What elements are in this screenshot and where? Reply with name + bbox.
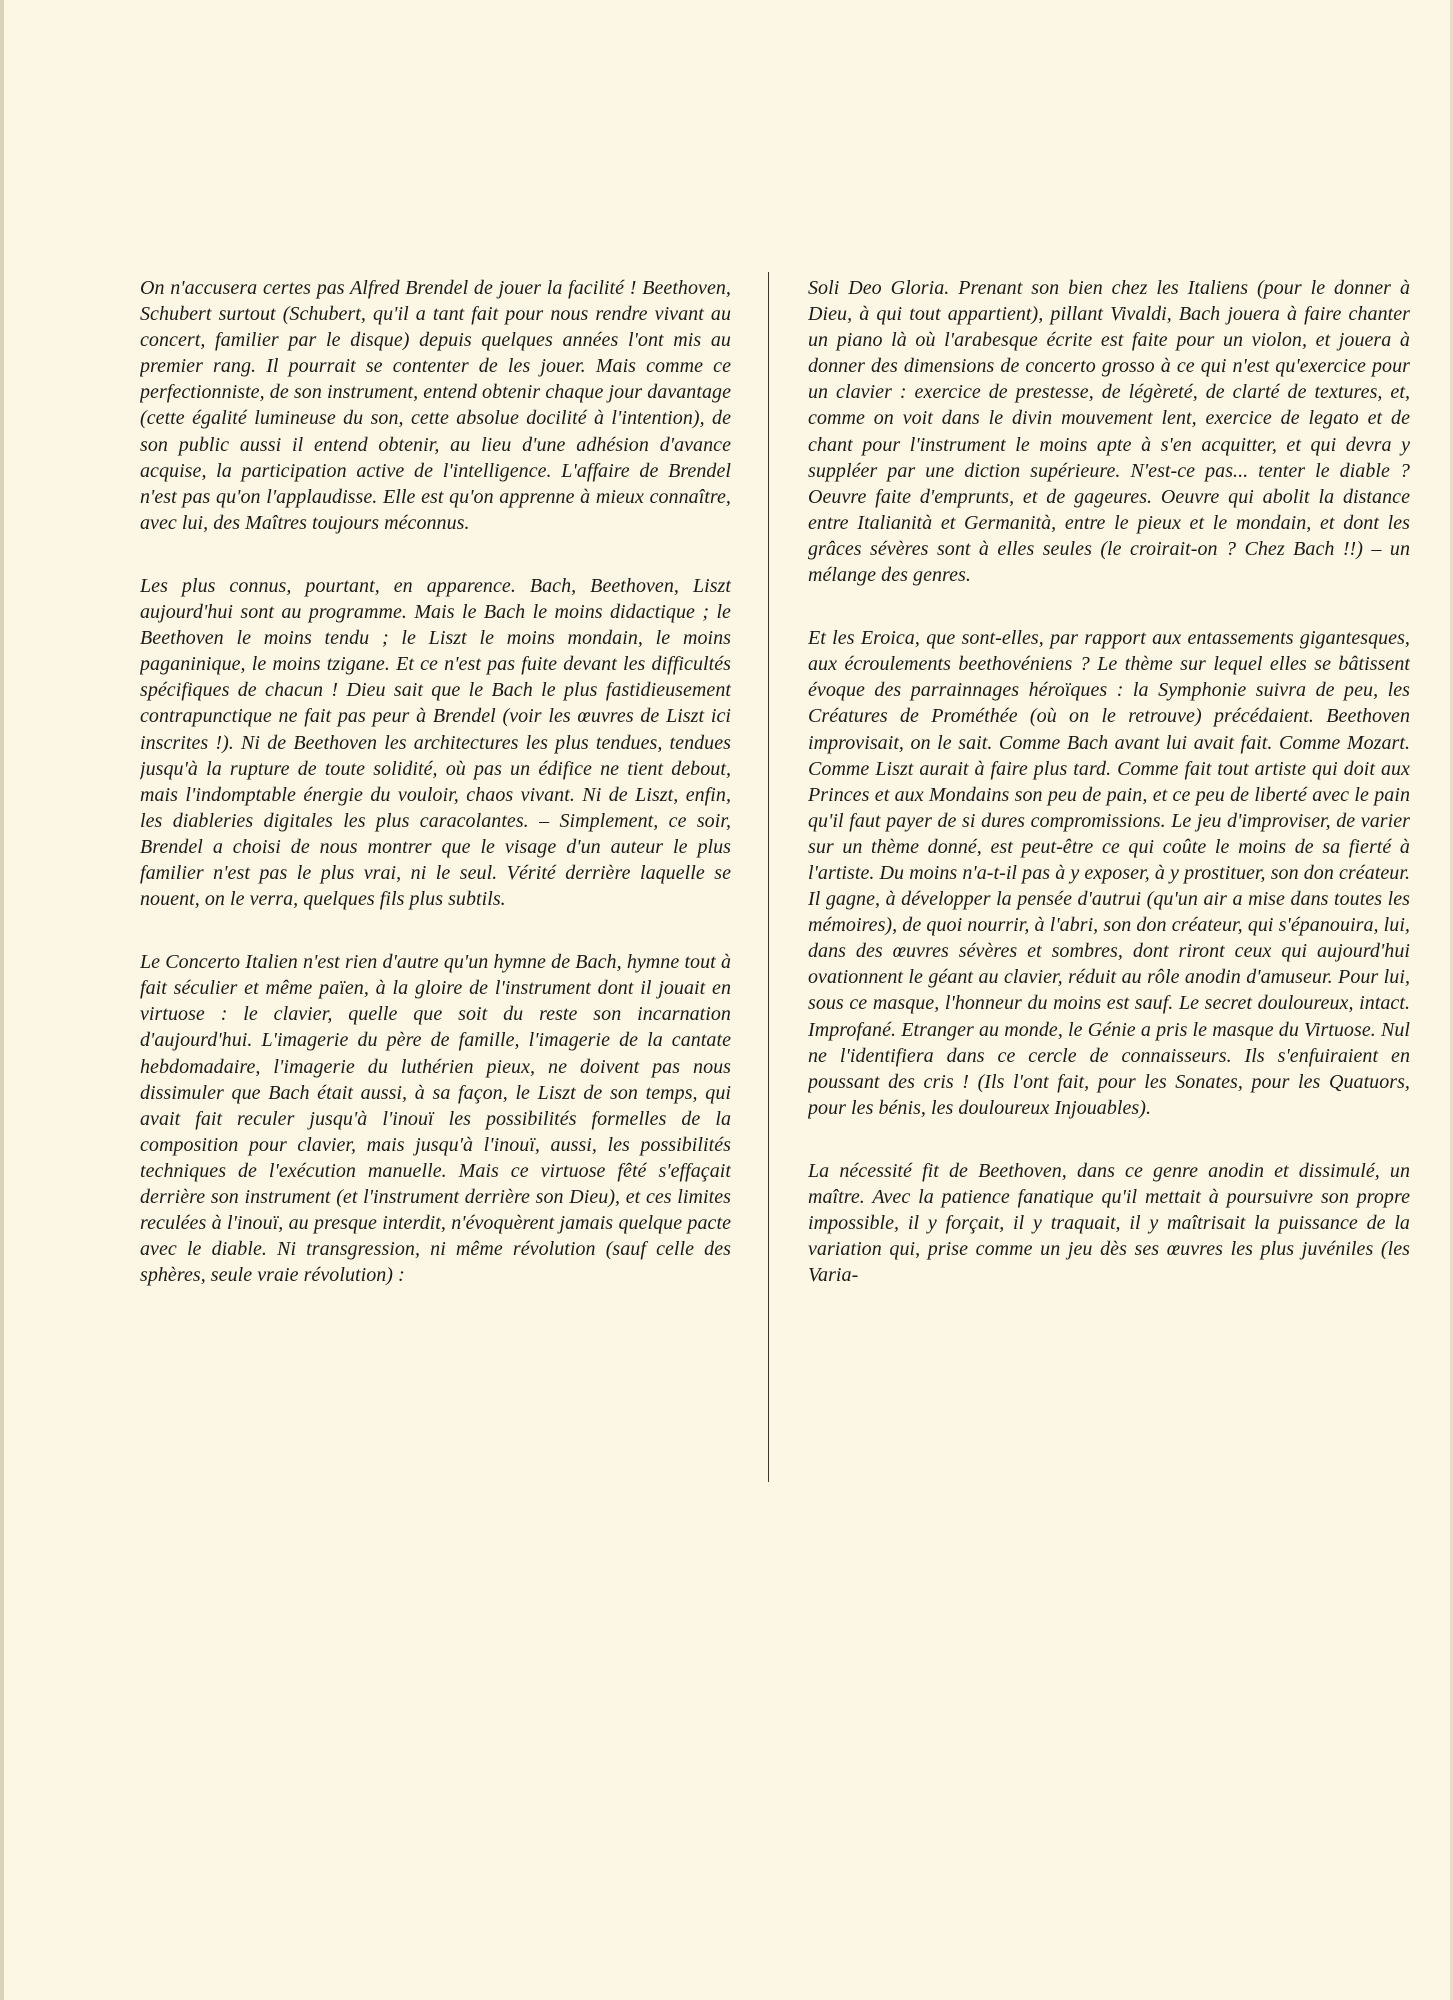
right-column <box>808 275 1410 1695</box>
left-column <box>140 275 731 1695</box>
paragraph-variation: La nécessité fit de Beethoven, dans ce genre anodin et dissimulé, un maître. Avec la patience fanatique qu'il mettait à poursuivre son propre impossible, il y forçait, il y traquait, il y maîtrisait la puissance de la variation qui, prise comme un jeu dès ses œuvres les plus juvéniles (les Varia- <box>808 1159 1410 1287</box>
paragraph-brendel-intro: On n'accusera certes pas Alfred Brendel de jouer la facilité ! Beethoven, Schubert surtout (Schubert, qu'il a tant fait pour nous rendre vivant au concert, familier par le disque) depuis quelques années l'ont mis au premier rang. Il pourrait se contenter de les jouer. Mais comme ce perfectionniste, de son instrument, entend obtenir chaque jour davantage (cette égalité lumineuse du son, cette absolue docilité à l'intention), de son public aussi il entend obtenir, au lieu d'une adhésion d'avance acquise, la participation active de l'intelligence. L'affaire de Brendel n'est pas qu'on l'applaudisse. Elle est qu'on apprenne à mieux connaître, avec lui, des Maîtres toujours méconnus. <box>140 277 731 534</box>
paragraph-soli-deo-gloria: Soli Deo Gloria. Prenant son bien chez les Italiens (pour le donner à Dieu, à qui tout appartient), pillant Vivaldi, Bach jouera à faire chanter un piano là où l'arabesque écrite est faite pour un violon, et jouera à donner des dimensions de concerto grosso à ce qui n'est qu'exercice pour un clavier : exercice de prestesse, de légèreté, de clarté de textures, et, comme on voit dans le divin mouvement lent, exercice de legato et de chant pour l'instrument le moins apte à s'en acquitter, et qui devra y suppléer par une diction supérieure. N'est-ce pas... tenter le diable ? Oeuvre faite d'emprunts, et de gageures. Oeuvre qui abolit la distance entre Italianità et Germanità, entre le pieux et le mondain, et dont les grâces sévères sont à elles seules (le croirait-on ? Chez Bach !!) – un mélange des genres. <box>808 277 1410 587</box>
paragraph-concerto-italien: Le Concerto Italien n'est rien d'autre qu'un hymne de Bach, hymne tout à fait séculier et même païen, à la gloire de l'instrument dont il jouait en virtuose : le clavier, quelle que soit du reste son incarnation d'aujourd'hui. L'imagerie du père de famille, l'imagerie de la cantate hebdomadaire, l'imagerie du luthérien pieux, ne doivent pas nous dissimuler que Bach était aussi, à sa façon, le Liszt de son temps, qui avait fait reculer jusqu'à l'inouï les possibilités formelles de la composition pour clavier, mais jusqu'à l'inouï, aussi, les possibilités techniques de l'exécution manuelle. Mais ce virtuose fêté s'effaçait derrière son instrument (et l'instrument derrière son Dieu), et ces limites reculées à l'inouï, au presque interdit, n'évoquèrent jamais quelque pacte avec le diable. Ni transgression, ni même révolution (sauf celle des sphères, seule vraie révolution) : <box>140 951 731 1287</box>
paragraph-program: Les plus connus, pourtant, en apparence. Bach, Beethoven, Liszt aujourd'hui sont au programme. Mais le Bach le moins didactique ; le Beethoven le moins tendu ; le Liszt le moins mondain, le moins paganinique, le moins tzigane. Et ce n'est pas fuite devant les difficultés spécifiques de chacun ! Dieu sait que le Bach le plus fastidieusement contrapunctique ne fait pas peur à Brendel (voir les œuvres de Liszt ici inscrites !). Ni de Beethoven les architectures les plus tendues, tendues jusqu'à la rupture de toute solidité, où pas un édifice ne tient debout, mais l'indomptable énergie du vouloir, chaos vivant. Ni de Liszt, enfin, les diableries digitales les plus caracolantes. – Simplement, ce soir, Brendel a choisi de nous montrer que le visage d'un auteur le plus familier n'est pas le plus vrai, ni le seul. Vérité derrière laquelle se nouent, on le verra, quelques fils plus subtils. <box>140 574 731 911</box>
column-divider <box>768 272 769 1482</box>
page-edge-left <box>0 0 4 2000</box>
paragraph-eroica: Et les Eroica, que sont-elles, par rapport aux entassements gigantesques, aux écroulements beethovéniens ? Le thème sur lequel elles se bâtissent évoque des parrainnages héroïques : la Symphonie suivra de peu, les Créatures de Prométhée (où on le retrouve) précédaient. Beethoven improvisait, on le sait. Comme Bach avant lui avait fait. Comme Mozart. Comme Liszt aurait à faire plus tard. Comme fait tout artiste qui doit aux Princes et aux Mondains son peu de pain, et ce peu de liberté avec le pain qu'il faut payer de si dures compromissions. Le jeu d'improviser, de varier sur un thème donné, est peut-être ce qui coûte le moins de sa fierté à l'artiste. Du moins n'a-t-il pas à y exposer, à y prostituer, son don créateur. Il gagne, à développer la pensée d'autrui (qu'un air a mise dans toutes les mémoires), de quoi nourrir, à l'abri, son don créateur, qui s'épanouira, lui, dans des œuvres sévères et sombres, dont riront ceux qui aujourd'hui ovationnent le géant au clavier, réduit au rôle anodin d'amuseur. Pour lui, sous ce masque, l'honneur du moins est sauf. Le secret douloureux, intact. Improfané. Etranger au monde, le Génie a pris le masque du Virtuose. Nul ne l'identifiera dans ce cercle de connaisseurs. Ils s'enfuiraient en poussant des cris ! (Ils l'ont fait, pour les Sonates, pour les Quatuors, pour les bénis, les douloureux Injouables). <box>808 627 1410 1119</box>
